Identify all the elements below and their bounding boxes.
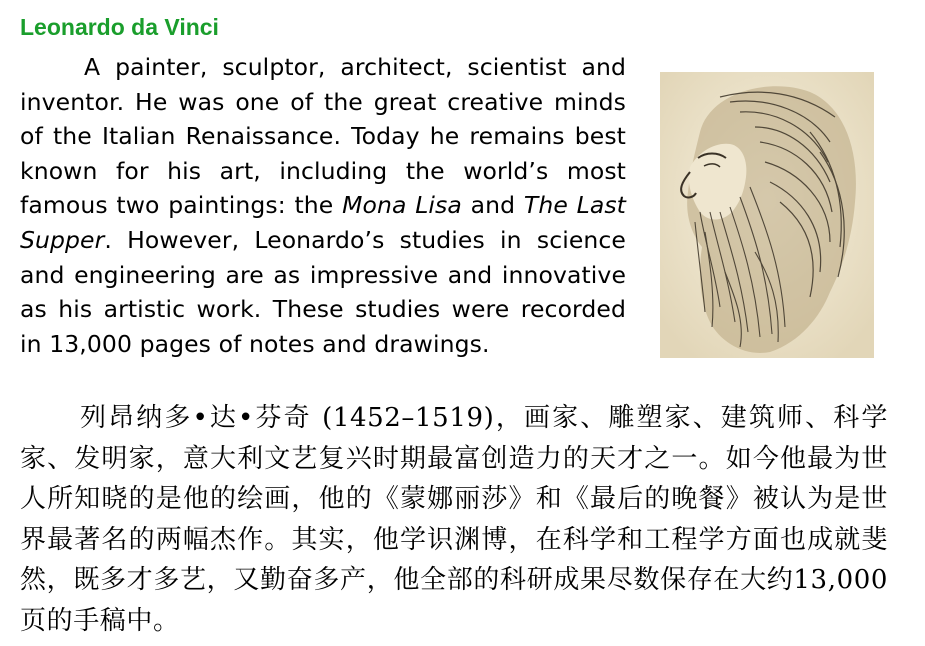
english-text-part-1: A painter, sculptor, architect, scientist and inventor. He was one of the great creative minds of the Italian Renaissance. Today he remains best known for his art, including the world’s most famous two paintings: the bbox=[20, 53, 626, 220]
chinese-paragraph: 列昂纳多•达•芬奇 (1452–1519)，画家、雕塑家、建筑师、科学家、发明家，意大利文艺复兴时期最富创造力的天才之一。如今他最为世人所知晓的是他的绘画，他的《蒙娜丽莎》和《最后的晚餐》被认为是世界最著名的两幅杰作。其实，他学识渊博，在科学和工程学方面也成就斐然，既多才多艺，又勤奋多产，他全部的科研成果尽数保存在大约13,000页的手稿中。 bbox=[20, 403, 888, 636]
portrait-sketch-icon bbox=[660, 72, 874, 358]
page-title: Leonardo da Vinci bbox=[20, 14, 219, 40]
portrait-image bbox=[660, 72, 874, 358]
english-text-part-3: . However, Leonardo’s studies in science and engineering are as impressive and innovative as his artistic work. These studies were recorded in 13,000 pages of notes and drawings. bbox=[20, 225, 626, 358]
english-text-part-2: and bbox=[461, 191, 524, 220]
work-title-mona-lisa: Mona Lisa bbox=[342, 191, 462, 220]
work-title-last-supper: The Last Supper bbox=[20, 191, 626, 254]
english-paragraph bbox=[20, 50, 626, 361]
